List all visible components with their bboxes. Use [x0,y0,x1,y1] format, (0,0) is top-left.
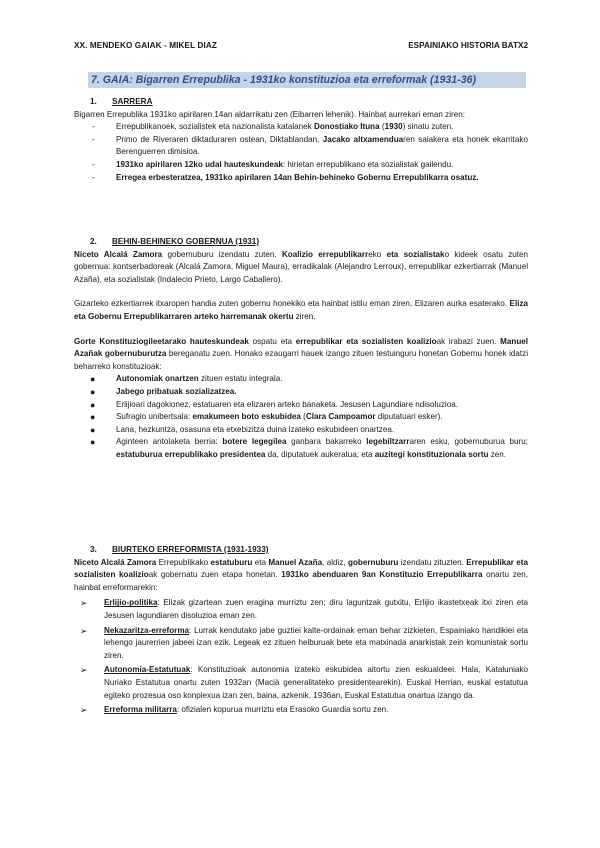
section-label: BEHIN-BEHINEKO GOBERNUA (1931) [112,237,260,246]
section-sarrera [74,96,528,184]
list-item: ➢ Autonomia-Estatutuak: Konstituzioak autonomia izateko eskubidea aitortu zien eskualdeei. Hala, Kataluniako Nuriako Estatutua onartu zuten 1932an (Macià generalitateko presidentearekin). Euskal Herrian, euskal estatutua egiteko prozesua oso konplexua izan zen, baina, azkenik, 1936an, Euskal Estatutua onartua izango da. [80,665,528,700]
section-label: SARRERA [112,97,153,106]
list-item: - 1931ko apirilaren 12ko udal hauteskundeak: hirietan errepublikano eta sozialistak gailendu. [92,159,454,169]
section-number: 3. [90,545,97,554]
section-number: 1. [90,97,97,106]
list-item: ● Lana, hezkuntza, osasuna eta etxebizitza duina izateko eskubideen onartzea. [90,424,395,435]
paragraph: Niceto Alcalá Zamora gobernuburu izendatu zuten. Koalizio errepublikarreko eta sozialistako kideek osatu zuten gobernua: kontserbadoreak (Alcalá Zamora, Miguel Maura), erradikalak (Alejandro Lerroux), errepublikar ezkertiarrak (Manuel Azaña), eta sozialistak (Indalecio Prieto, Largo Caballero). [74,249,528,284]
section-behin-behineko-gobernua [74,236,528,462]
arrow-bullet-icon: ➢ [80,598,88,609]
paragraph: Gizarteko ezkertiarrek itxaropen handia zuten gobernu honekiko eta hainbat istilu eman ziren, Elizaren aurka esaterako. Eliza eta Gobernu Errepublikarraren arteko harremanak okertu ziren. [74,299,528,321]
header-right: ESPAINIAKO HISTORIA BATX2 [408,41,528,50]
section-heading [74,544,528,557]
section-heading [74,96,528,109]
list-item: ● Erlijioari dagokionez, estatuaren eta elizaren arteko banaketa. Jesusen Lagundiare ndisoluzioa. [90,399,458,410]
list-item: ● Autonomiak onartzen zituen estatu integrala. [90,374,283,385]
list-item: ● Jabego pribatuak sozializatzea. [90,386,237,397]
section-number: 2. [90,237,97,246]
list-item: ➢ Erreforma militarra: ofizialen kopurua murriztu eta Erasoko Guardia sortu zen. [80,705,389,716]
list-item: - Errepublikanoek, sozialistek eta nazionalista katalanek Donostiako Ituna (1930) sinatu zuten. [92,122,454,132]
arrow-bullet-icon: ➢ [80,705,88,716]
list-item: ● Sufragio unibertsala: emakumeen boto eskubidea (Clara Campoamor diputatuari esker). [90,412,443,423]
list-item: ➢ Erlijio-politika: Elizak gizartean zuen eragina murriztu zen; diru laguntzak gutxitu, Erlijio ikastetxeak itxi ziren eta Jesusen lagundiaren disoluzioa eman zen. [80,598,528,620]
header-left: XX. MENDEKO GAIAK - MIKEL DIAZ [74,41,217,50]
bullet-list [74,373,528,461]
section-biurteko-erreformista [74,544,528,719]
section-heading [74,236,528,249]
list-item: - Erregea erbesteratzea, 1931ko apirilaren 14an Behin-behineko Gobernu Errepublikarra osatuz. [92,172,479,182]
arrow-bullet-icon: ➢ [80,625,88,636]
section-intro: Bigarren Errepublika 1931ko apirilaren 14an aldarrikatu zen (Eibarren lehenik). Hainbat aurrekari eman ziren: [74,109,465,119]
paragraph: Niceto Alcalá Zamora Errepublikako estatuburu eta Manuel Azaña, aldiz, gobernuburu izendatu zituzten. Errepublikar eta sozialisten koalizioak gobernatu zuen etapa honetan. 1931ko abenduaren 9an Konstituzio Errepublikarra onartu zen, hainbat erreformarekin: [74,557,528,592]
list-item: ● Aginteen antolaketa berria: botere legegilea ganbara bakarreko legebiltzarraren esku, gobernuburua buru; estatuburua errepublikako presidentea da, diputatuek aukeratua; eta auzitegi konstituzionala sortu zen. [90,437,529,459]
list-item: ➢ Nekazaritza-erreforma: Lurrak kendutako jabe guztiei kalte-ordainak eman behar zizkieten, Espainiako handikiei eta lehengo jaurerrien jabeei izan ezik. Legeak ez zituen helburuak bete eta matxinada anarkistak zein komunistak sortu ziren. [80,625,528,660]
arrow-list [74,597,528,716]
paragraph: Gorte Konstituziogileetarako hauteskundeak ospatu eta errepublikar eta sozialisten koalizioak irabazi zuen. Manuel Azañak gobernuburutza bereganatu zuen. Honako ezaugarri hauek izango zituen testuinguru honetan Gobernu honek idatzi beharreko konstituzioak: [74,336,529,371]
list-item: - Primo de Riveraren diktaduraren ostean, Diktablandan, Jacako altxamenduaren saiakera eta honek ekarritako Berenguerren dimisioa. [92,134,528,157]
dash-list [74,121,528,184]
page-title: 7. GAIA: Bigarren Errepublika - 1931ko konstituzioa eta erreformak (1931-36) [88,72,526,88]
arrow-bullet-icon: ➢ [80,665,88,676]
section-label: BIURTEKO ERREFORMISTA (1931-1933) [112,545,269,554]
